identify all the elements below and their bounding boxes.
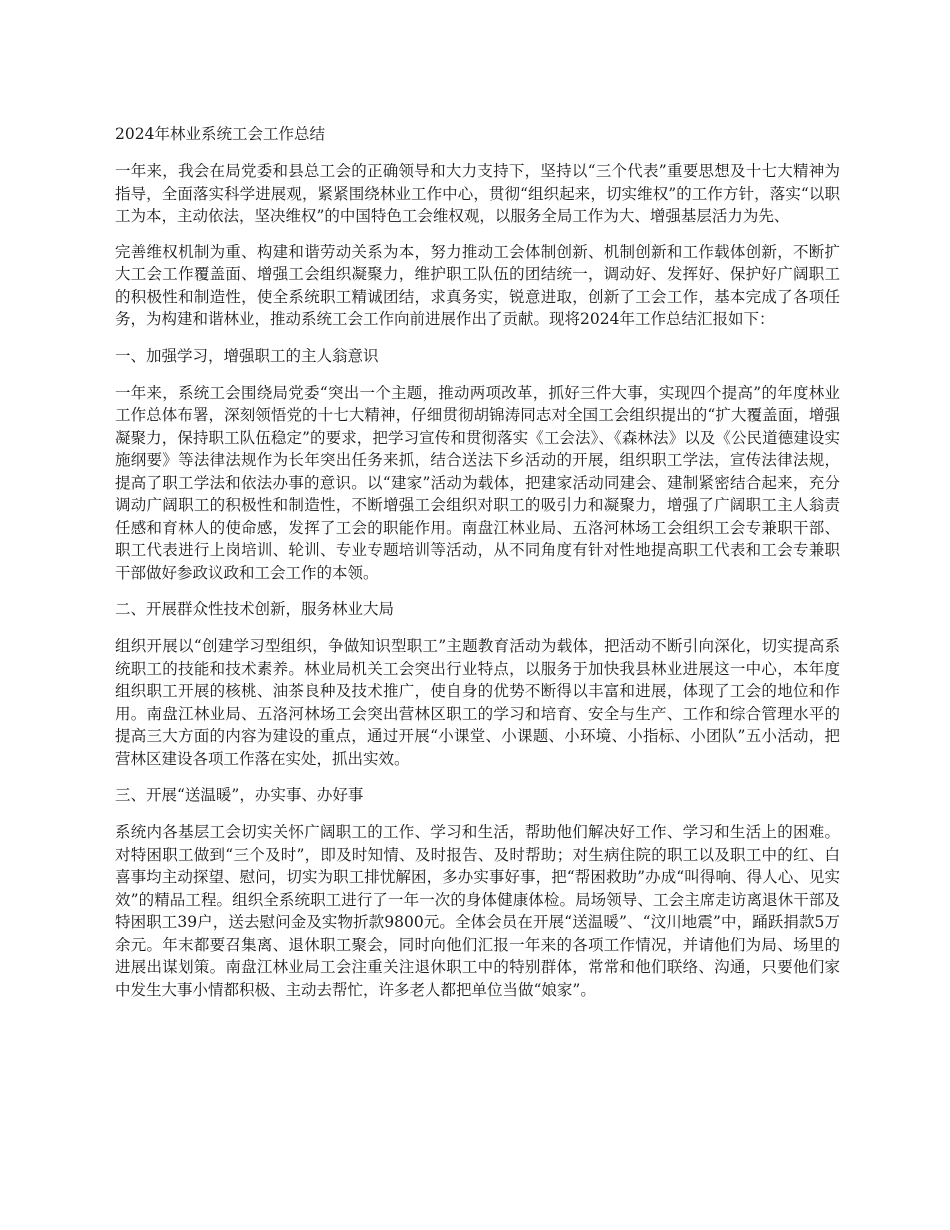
- section-3-paragraph: 系统内各基层工会切实关怀广阔职工的工作、学习和生活，帮助他们解决好工作、学习和生活上的困难。对特困职工做到“三个及时”，即及时知情、及时报告、及时帮助；对生病住院的职工以及职工中的红、白喜事均主动探望、慰问，切实为职工排忧解困，多办实事好事，把“帮困救助”办成“叫得响、得人心、见实效”的精品工程。组织全系统职工进行了一年一次的身体健康体检。局场领导、工会主席走访离退休干部及特困职工39户，送去慰问金及实物折款9800元。全体会员在开展“送温暖”、“汶川地震”中，踊跃捐款5万余元。年末都要召集离、退休职工聚会，同时向他们汇报一年来的各项工作情况，并请他们为局、场里的进展出谋划策。南盘江林业局工会注重关注退休职工中的特别群体，常常和他们联络、沟通，只要他们家中发生大事小情都积极、主动去帮忙，许多老人都把单位当做“娘家”。: [115, 823, 840, 999]
- section-2-paragraph: 组织开展以“创建学习型组织，争做知识型职工”主题教育活动为载体，把活动不断引向深化，切实提高系统职工的技能和技术素养。林业局机关工会突出行业特点，以服务于加快我县林业进展这一中心，本年度组织职工开展的核桃、油茶良种及技术推广，使自身的优势不断得以丰富和进展，体现了工会的地位和作用。南盘江林业局、五洛河林场工会突出营林区职工的学习和培育、安全与生产、工作和综合管理水平的提高三大方面的内容为建设的重点，通过开展“小课堂、小课题、小环境、小指标、小团队”五小活动，把营林区建设各项工作落在实处，抓出实效。: [115, 637, 840, 768]
- intro-paragraph-1: 一年来，我会在局党委和县总工会的正确领导和大力支持下，坚持以“三个代表”重要思想及十七大精神为指导，全面落实科学进展观，紧紧围绕林业工作中心，贯彻“组织起来，切实维权”的工作方针，落实“以职工为本，主动依法，坚决维权”的中国特色工会维权观，以服务全局工作为大、增强基层活力为先、: [115, 162, 840, 225]
- document-title: 2024年林业系统工会工作总结: [115, 125, 325, 143]
- section-1-paragraph: 一年来，系统工会围绕局党委“突出一个主题，推动两项改革，抓好三件大事，实现四个提高”的年度林业工作总体布署，深刻领悟党的十七大精神，仔细贯彻胡锦涛同志对全国工会组织提出的“扩大覆盖面，增强凝聚力，保持职工队伍稳定”的要求，把学习宣传和贯彻落实《工会法》、《森林法》以及《公民道德建设实施纲要》等法律法规作为长年突出任务来抓，结合送法下乡活动的开展，组织职工学法，宣传法律法规，提高了职工学法和依法办事的意识。以“建家”活动为载体，把建家活动同建会、建制紧密结合起来，充分调动广阔职工的积极性和制造性，不断增强工会组织对职工的吸引力和凝聚力，增强了广阔职工主人翁责任感和育林人的使命感，发挥了工会的职能作用。南盘江林业局、五洛河林场工会组织工会专兼职干部、职工代表进行上岗培训、轮训、专业专题培训等活动，从不同角度有针对性地提高职工代表和工会专兼职干部做好参政议政和工会工作的本领。: [115, 383, 840, 582]
- document-page: [115, 122, 840, 1014]
- section-heading-3: 三、开展“送温暖”，办实事、办好事: [115, 786, 364, 804]
- intro-paragraph-2: 完善维权机制为重、构建和谐劳动关系为本，努力推动工会体制创新、机制创新和工作载体创新，不断扩大工会工作覆盖面、增强工会组织凝聚力，维护职工队伍的团结统一，调动好、发挥好、保护好广阔职工的积极性和制造性，使全系统职工精诚团结，求真务实，锐意进取，创新了工会工作，基本完成了各项任务，为构建和谐林业，推动系统工会工作向前进展作出了贡献。现将2024年工作总结汇报如下：: [115, 242, 840, 328]
- section-heading-2: 二、开展群众性技术创新，服务林业大局: [115, 600, 395, 618]
- section-heading-1: 一、加强学习，增强职工的主人翁意识: [115, 346, 379, 365]
